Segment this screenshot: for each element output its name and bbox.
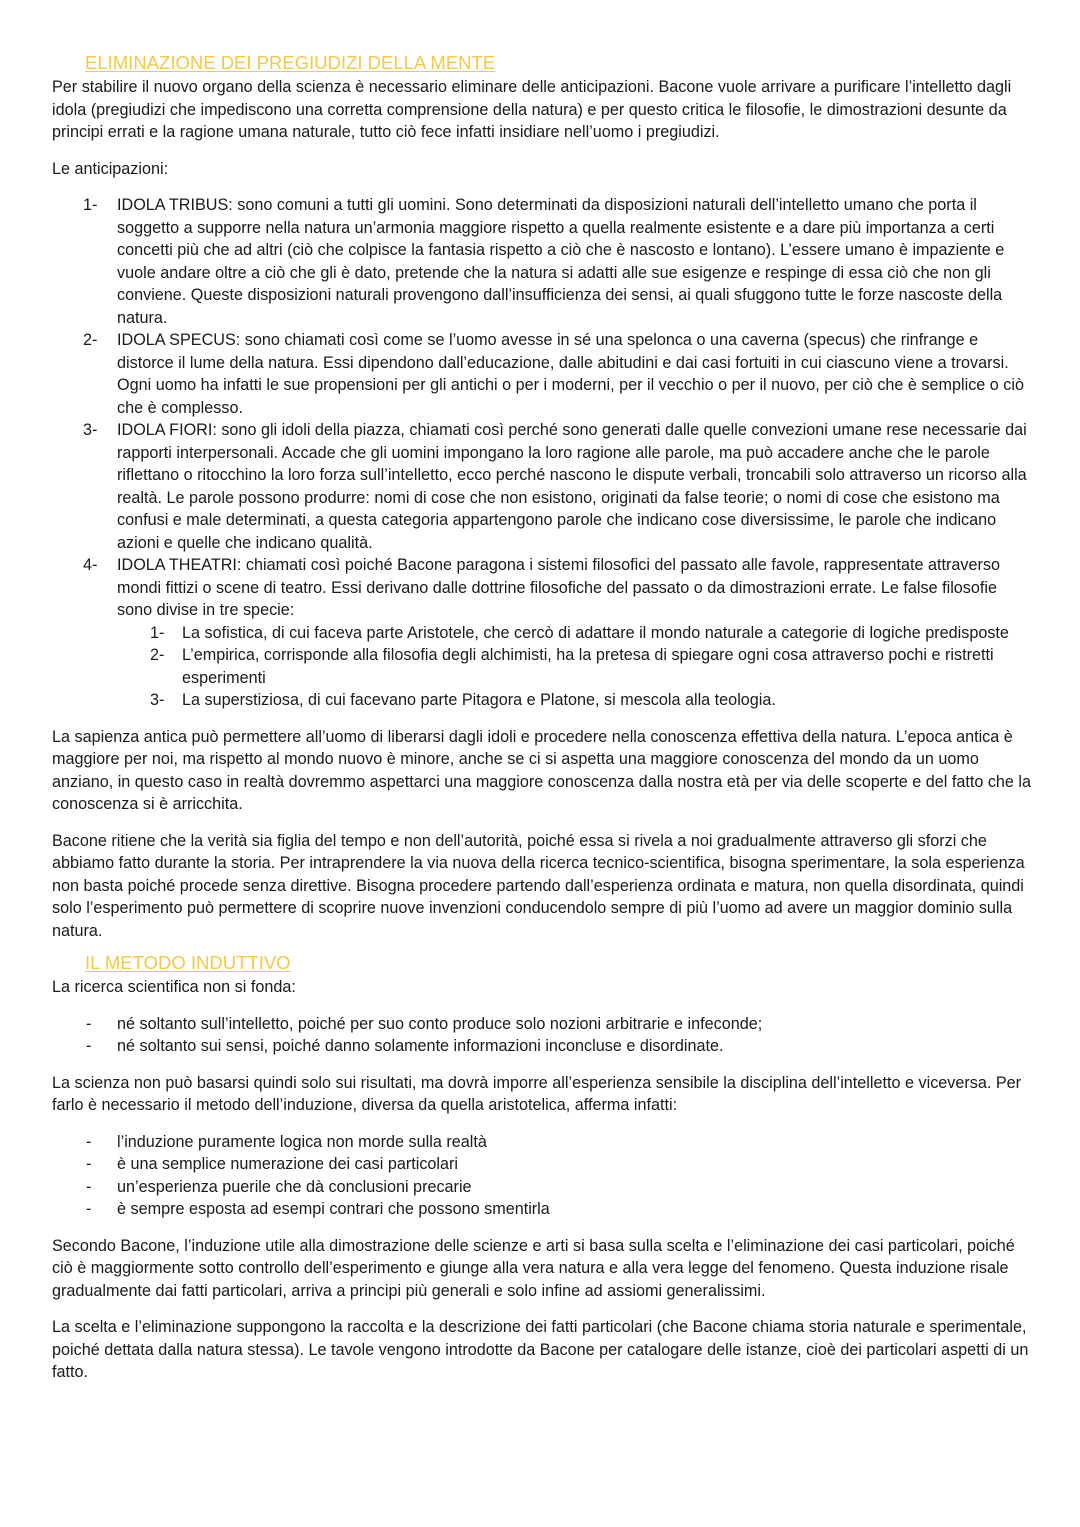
intro-paragraph: Per stabilire il nuovo organo della scienza è necessario eliminare delle anticipazioni. Bacone vuole arrivare a purificare l’intelletto dagli idola (pregiudizi che impediscono una corretta comprensione della natura) e per questo critica le filosofie, le dimostrazioni desunte da principi errati e la ragione umana naturale, tutto ciò fece infatti insidiare nell’uomo i pregiudizi. (52, 78, 1012, 141)
induction-critique-list (52, 1131, 1032, 1221)
list-item: - né soltanto sull’intelletto, poiché per suo conto produce solo nozioni arbitrarie e infeconde; (52, 1013, 1032, 1036)
list-number: 4- (83, 556, 98, 574)
list-number: 3- (83, 421, 98, 439)
list-text: IDOLA THEATRI: chiamati così poiché Bacone paragona i sistemi filosofici del passato alle favole, rappresentate attraverso mondi fittizi o scene di teatro. Essi derivano dalle dottrine filosofiche del passato o da dimostrazioni errate. Le false filosofie sono divise in tre specie: (117, 556, 1000, 619)
ancient-wisdom-paragraph: La sapienza antica può permettere all’uomo di liberarsi dagli idoli e procedere nella conoscenza effettiva della natura. L’epoca antica è maggiore per noi, ma rispetto al mondo nuovo è minore, anche se ci si aspetta una maggiore conoscenza del mondo da un uomo anziano, in questo caso in realtà dovremmo aspettarci una maggiore conoscenza dalla nostra età per via delle scoperte e del fatto che la conoscenza si è arricchita. (52, 727, 1032, 813)
list-number: 1- (83, 196, 98, 214)
list-number: 2- (150, 646, 165, 664)
document-page (52, 50, 1032, 1384)
idola-item-tribus (52, 194, 1032, 329)
science-paragraph: La scienza non può basarsi quindi solo sui risultati, ma dovrà imporre all’esperienza sensibile la disciplina dell’intelletto e viceversa. Per farlo è necessario il metodo dell’induzione, diversa da quella aristotelica, afferma infatti: (52, 1073, 1022, 1114)
list-text: La superstiziosa, di cui facevano parte Pitagora e Platone, si mescola alla teologia. (182, 691, 776, 709)
list-number: 3- (150, 691, 165, 709)
section-heading-eliminazione: ELIMINAZIONE DEI PREGIUDIZI DELLA MENTE (85, 52, 496, 73)
idola-list (52, 194, 1032, 712)
list-text: L’empirica, corrisponde alla filosofia degli alchimisti, ha la pretesa di spiegare ogni cosa attraverso pochi e ristretti esperimenti (182, 646, 994, 687)
truth-paragraph: Bacone ritiene che la verità sia figlia del tempo e non dell’autorità, poiché essa si rivela a noi gradualmente attraverso gli sforzi che abbiamo fatto durante la storia. Per intraprendere la via nuova della ricerca tecnico-scientifica, bisogna sperimentare, la sola esperienza non basta poiché procede senza direttive. Bisogna procedere partendo dall’esperienza ordinata e matura, non quella disordinata, quindi solo l’esperimento può permettere di scoprire nuove invenzioni conducendolo sempre di più l’uomo ad avere un maggior dominio sulla natura. (52, 831, 1025, 940)
idola-item-theatri (52, 554, 1032, 712)
false-philosophy-item (117, 689, 1032, 712)
list-item: - l’induzione puramente logica non morde sulla realtà (52, 1131, 1032, 1154)
idola-item-fori (52, 419, 1032, 554)
section-heading-metodo-induttivo: IL METODO INDUTTIVO (85, 952, 291, 973)
false-philosophies-list (117, 622, 1032, 712)
list-item: - è una semplice numerazione dei casi particolari (52, 1153, 1032, 1176)
anticipations-label: Le anticipazioni: (52, 159, 169, 178)
list-number: 1- (150, 623, 165, 642)
list-text: IDOLA SPECUS: sono chiamati così come se l’uomo avesse in sé una spelonca o una caverna (specus) che rinfrange e distorce il lume della natura. Essi dipendono dall’educazione, dalle abitudini e dai casi fortuiti in cui ciascuno viene a trovarsi. Ogni uomo ha infatti le sue propensioni per gli antichi o per i moderni, per il vecchio o per il nuovo, per ciò che è semplice o ciò che è complesso. (117, 331, 1024, 417)
list-item: - né soltanto sui sensi, poiché danno solamente informazioni inconcluse e disordinate. (52, 1035, 1032, 1058)
list-item: - un’esperienza puerile che dà conclusioni precarie (52, 1176, 1032, 1199)
research-intro: La ricerca scientifica non si fonda: (52, 978, 296, 996)
false-philosophy-item (117, 622, 1032, 645)
list-number: 2- (83, 331, 98, 349)
idola-item-specus (52, 329, 1032, 419)
tables-paragraph: La scelta e l’eliminazione suppongono la raccolta e la descrizione dei fatti particolari (che Bacone chiama storia naturale e sperimentale, poiché dettata dalla natura stessa). Le tavole vengono introdotte da Bacone per catalogare delle istanze, cioè dei particolari aspetti di un fatto. (52, 1318, 1029, 1381)
not-based-list (52, 1013, 1032, 1058)
false-philosophy-item (117, 644, 1032, 689)
list-text: IDOLA TRIBUS: sono comuni a tutti gli uomini. Sono determinati da disposizioni naturali dell’intelletto umano che porta il soggetto a supporre nella natura un’armonia maggiore rispetto a quella realmente esistente e a dare più importanza a certi concetti più che ad altri (ciò che colpisce la fantasia rispetto a ciò che è nascosto e lontano). L’essere umano è impaziente e vuole andare oltre a ciò che gli è dato, pretende che la natura si adatti alle sue esigenze e respinge di essa ciò che non gli conviene. Queste disposizioni naturali provengono dall’insufficienza dei sensi, ai quali sfuggono tutte le forze nascoste della natura. (117, 196, 1005, 327)
bacon-induction-paragraph: Secondo Bacone, l’induzione utile alla dimostrazione delle scienze e arti si basa sulla scelta e l’eliminazione dei casi particolari, poiché ciò è maggiormente sotto controllo dell’esperimento e giunge alla vera natura e alla vera legge del fenomeno. Questa induzione risale gradualmente dai fatti particolari, arriva a principi più generali e solo infine ad assiomi generalissimi. (52, 1236, 1015, 1300)
list-text: IDOLA FIORI: sono gli idoli della piazza, chiamati così perché sono generati dalle quelle convezioni umane rese necessarie dai rapporti interpersonali. Accade che gli uomini impongano la loro ragione alle parole, ma può accadere anche che le parole riflettano o ritocchino la loro forza sull’intelletto, ecco perché nascono le dispute verbali, troncabili solo attraverso un ricorso alla realtà. Le parole possono produrre: nomi di cose che non esistono, originati da false teorie; o nomi di cose che esistono ma confusi e male determinati, a questa categoria appartengono parole che indicano cose diversissime, le parole che indicano azioni e quelle che indicano qualità. (117, 421, 1027, 552)
list-item: - è sempre esposta ad esempi contrari che possono smentirla (52, 1198, 1032, 1221)
list-text: La sofistica, di cui faceva parte Aristotele, che cercò di adattare il mondo naturale a categorie di logiche predisposte (182, 623, 1009, 642)
